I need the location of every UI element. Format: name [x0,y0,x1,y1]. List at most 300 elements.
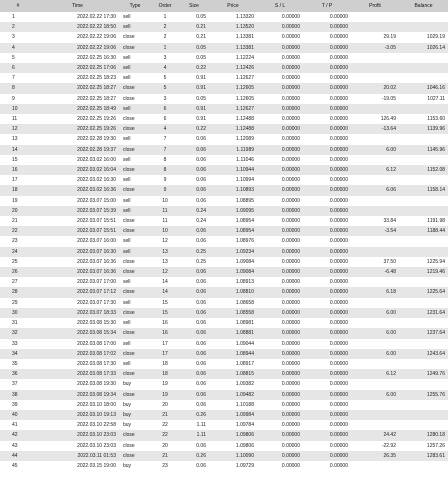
cell-profit [351,410,399,420]
cell-profit [351,196,399,206]
cell-time: 2022.02.25 17:06 [36,63,119,73]
table-row [0,339,448,349]
cell-type: close [119,216,151,226]
cell-price: 1.13381 [209,32,257,42]
cell-profit [351,339,399,349]
cell-time: 2022.02.28 19:30 [36,134,119,144]
cell-time: 2022.03.08 19:34 [36,390,119,400]
cell-sl: 0.00000 [257,236,303,246]
cell-num: 2 [0,22,36,32]
cell-balance [399,175,448,185]
cell-order: 19 [151,379,179,389]
cell-sl: 0.00000 [257,63,303,73]
cell-profit [351,318,399,328]
cell-tp: 0.00000 [303,349,351,359]
cell-sl: 0.00000 [257,216,303,226]
cell-sl: 0.00000 [257,379,303,389]
cell-profit: 6.00 [351,308,399,318]
cell-num: 5 [0,53,36,63]
cell-price: 1.11989 [209,145,257,155]
cell-profit: 26.35 [351,451,399,461]
cell-tp: 0.00000 [303,104,351,114]
cell-num: 45 [0,461,36,471]
cell-tp: 0.00000 [303,298,351,308]
cell-price: 1.08881 [209,328,257,338]
cell-type: sell [119,206,151,216]
cell-profit: -6.48 [351,267,399,277]
cell-type: close [119,185,151,195]
cell-tp: 0.00000 [303,94,351,104]
cell-tp: 0.00000 [303,369,351,379]
cell-size: 0.06 [179,196,209,206]
cell-order: 3 [151,94,179,104]
cell-type: buy [119,420,151,430]
cell-num: 19 [0,196,36,206]
cell-size: 0.22 [179,63,209,73]
header-row [0,0,448,12]
cell-price: 1.10188 [209,400,257,410]
cell-num: 39 [0,400,36,410]
cell-type: close [119,43,151,53]
cell-profit: 6.06 [351,185,399,195]
cell-type: close [119,94,151,104]
cell-time: 2022.03.07 15:51 [36,226,119,236]
cell-balance [399,410,448,420]
cell-tp: 0.00000 [303,73,351,83]
cell-price: 1.12605 [209,83,257,93]
cell-price: 1.09382 [209,379,257,389]
cell-price: 1.10994 [209,175,257,185]
cell-sl: 0.00000 [257,12,303,22]
cell-profit: -13.64 [351,124,399,134]
cell-balance: 1237.64 [399,328,448,338]
cell-sl: 0.00000 [257,318,303,328]
cell-type: close [119,349,151,359]
cell-order: 7 [151,134,179,144]
cell-tp: 0.00000 [303,430,351,440]
cell-balance: 1153.60 [399,114,448,124]
cell-num: 15 [0,155,36,165]
cell-profit [351,277,399,287]
cell-tp: 0.00000 [303,277,351,287]
column-header-type[interactable]: Type [119,0,151,12]
table-row [0,124,448,134]
cell-tp: 0.00000 [303,379,351,389]
cell-time: 2022.02.22 17:30 [36,12,119,22]
cell-sl: 0.00000 [257,104,303,114]
table-row [0,400,448,410]
cell-tp: 0.00000 [303,216,351,226]
column-header-sl[interactable]: S / L [257,0,303,12]
table-row [0,287,448,297]
cell-profit: 6.00 [351,349,399,359]
cell-sl: 0.00000 [257,328,303,338]
column-header-balance[interactable]: Balance [399,0,448,12]
table-row [0,328,448,338]
cell-size: 0.05 [179,12,209,22]
cell-balance: 1283.61 [399,451,448,461]
cell-order: 18 [151,369,179,379]
cell-num: 8 [0,83,36,93]
cell-type: sell [119,339,151,349]
cell-tp: 0.00000 [303,226,351,236]
cell-type: buy [119,400,151,410]
cell-tp: 0.00000 [303,63,351,73]
cell-type: sell [119,53,151,63]
cell-order: 20 [151,400,179,410]
cell-tp: 0.00000 [303,12,351,22]
cell-num: 18 [0,185,36,195]
cell-order: 17 [151,349,179,359]
cell-sl: 0.00000 [257,451,303,461]
cell-sl: 0.00000 [257,22,303,32]
column-header-num[interactable]: # [0,0,36,12]
cell-balance: 1152.08 [399,165,448,175]
table-body [0,12,448,471]
cell-type: close [119,308,151,318]
cell-balance [399,247,448,257]
cell-sl: 0.00000 [257,298,303,308]
cell-sl: 0.00000 [257,196,303,206]
cell-balance [399,12,448,22]
cell-balance [399,196,448,206]
column-header-size[interactable]: Size [179,0,209,12]
cell-size: 0.21 [179,22,209,32]
cell-num: 13 [0,134,36,144]
cell-size: 0.05 [179,53,209,63]
cell-tp: 0.00000 [303,134,351,144]
cell-order: 1 [151,43,179,53]
cell-time: 2022.03.08 15:30 [36,318,119,328]
table-row [0,226,448,236]
cell-num: 30 [0,308,36,318]
cell-size: 0.25 [179,257,209,267]
cell-price: 1.09729 [209,461,257,471]
cell-profit: 6.12 [351,165,399,175]
cell-sl: 0.00000 [257,134,303,144]
cell-profit: 24.42 [351,430,399,440]
cell-type: sell [119,155,151,165]
table-row [0,369,448,379]
cell-price: 1.12488 [209,124,257,134]
cell-profit: 29.19 [351,32,399,42]
table-row [0,114,448,124]
cell-type: close [119,83,151,93]
cell-order: 14 [151,277,179,287]
cell-order: 22 [151,430,179,440]
cell-num: 11 [0,114,36,124]
cell-balance [399,206,448,216]
cell-size: 0.21 [179,32,209,42]
cell-time: 2022.03.07 17:30 [36,298,119,308]
cell-price: 1.08954 [209,226,257,236]
cell-price: 1.08810 [209,287,257,297]
cell-type: close [119,124,151,134]
cell-price: 1.08976 [209,236,257,246]
cell-tp: 0.00000 [303,22,351,32]
cell-balance [399,236,448,246]
cell-profit [351,236,399,246]
cell-time: 2022.03.07 15:00 [36,196,119,206]
table-row [0,236,448,246]
cell-balance [399,420,448,430]
cell-tp: 0.00000 [303,318,351,328]
cell-num: 31 [0,318,36,328]
cell-order: 15 [151,298,179,308]
cell-profit: -3.54 [351,226,399,236]
cell-num: 35 [0,359,36,369]
cell-num: 29 [0,298,36,308]
table-row [0,185,448,195]
cell-sl: 0.00000 [257,206,303,216]
cell-balance: 1158.14 [399,185,448,195]
cell-balance: 1249.76 [399,369,448,379]
table-row [0,451,448,461]
cell-price: 1.09084 [209,257,257,267]
cell-order: 3 [151,53,179,63]
cell-tp: 0.00000 [303,267,351,277]
cell-tp: 0.00000 [303,185,351,195]
cell-order: 22 [151,420,179,430]
cell-num: 26 [0,267,36,277]
cell-profit [351,134,399,144]
cell-time: 2022.02.22 18:50 [36,22,119,32]
cell-type: sell [119,236,151,246]
cell-size: 0.06 [179,287,209,297]
cell-profit: -22.92 [351,441,399,451]
cell-price: 1.08895 [209,196,257,206]
cell-order: 19 [151,390,179,400]
cell-type: buy [119,410,151,420]
table-row [0,216,448,226]
cell-order: 13 [151,247,179,257]
cell-time: 2022.03.08 17:02 [36,349,119,359]
cell-profit [351,247,399,257]
cell-sl: 0.00000 [257,226,303,236]
cell-type: close [119,430,151,440]
cell-type: sell [119,104,151,114]
cell-type: sell [119,63,151,73]
cell-num: 37 [0,379,36,389]
cell-size: 0.06 [179,226,209,236]
table-row [0,298,448,308]
cell-num: 32 [0,328,36,338]
cell-num: 44 [0,451,36,461]
cell-size: 0.06 [179,318,209,328]
cell-balance: 1255.76 [399,390,448,400]
cell-type: buy [119,379,151,389]
cell-balance: 1139.96 [399,124,448,134]
cell-order: 18 [151,359,179,369]
cell-type: buy [119,461,151,471]
cell-sl: 0.00000 [257,257,303,267]
cell-time: 2022.03.02 16:36 [36,185,119,195]
cell-tp: 0.00000 [303,420,351,430]
cell-type: sell [119,134,151,144]
cell-balance: 1257.26 [399,441,448,451]
cell-price: 1.13320 [209,12,257,22]
cell-size: 0.06 [179,134,209,144]
cell-balance [399,461,448,471]
cell-order: 9 [151,175,179,185]
cell-size: 0.06 [179,298,209,308]
cell-tp: 0.00000 [303,410,351,420]
cell-price: 1.12089 [209,134,257,144]
cell-sl: 0.00000 [257,441,303,451]
cell-time: 2022.02.22 19:06 [36,32,119,42]
cell-time: 2022.03.10 22:58 [36,420,119,430]
table-row [0,175,448,185]
cell-balance: 1188.44 [399,226,448,236]
cell-type: sell [119,22,151,32]
cell-tp: 0.00000 [303,206,351,216]
cell-size: 0.05 [179,94,209,104]
table-row [0,43,448,53]
cell-price: 1.09806 [209,430,257,440]
cell-tp: 0.00000 [303,461,351,471]
table-row [0,359,448,369]
table-row [0,318,448,328]
cell-size: 0.06 [179,390,209,400]
cell-time: 2022.03.02 16:00 [36,155,119,165]
column-header-order[interactable]: Order [151,0,179,12]
cell-size: 0.06 [179,400,209,410]
cell-profit: -19.05 [351,94,399,104]
cell-tp: 0.00000 [303,328,351,338]
cell-tp: 0.00000 [303,196,351,206]
cell-type: close [119,32,151,42]
cell-balance: 1191.98 [399,216,448,226]
cell-tp: 0.00000 [303,43,351,53]
cell-size: 0.26 [179,451,209,461]
cell-balance [399,53,448,63]
cell-tp: 0.00000 [303,441,351,451]
cell-order: 11 [151,206,179,216]
table-row [0,308,448,318]
cell-order: 15 [151,308,179,318]
cell-tp: 0.00000 [303,32,351,42]
cell-sl: 0.00000 [257,277,303,287]
cell-profit: 6.00 [351,390,399,400]
cell-num: 6 [0,63,36,73]
cell-profit: 37.50 [351,257,399,267]
cell-time: 2022.02.25 18:27 [36,83,119,93]
cell-sl: 0.00000 [257,369,303,379]
table-row [0,196,448,206]
cell-tp: 0.00000 [303,257,351,267]
column-header-price[interactable]: Price [209,0,257,12]
cell-type: sell [119,247,151,257]
table-row [0,94,448,104]
column-header-tp[interactable]: T / P [303,0,351,12]
cell-profit [351,420,399,430]
cell-sl: 0.00000 [257,124,303,134]
cell-type: close [119,114,151,124]
cell-sl: 0.00000 [257,32,303,42]
cell-size: 0.91 [179,73,209,83]
cell-size: 0.06 [179,441,209,451]
cell-num: 34 [0,349,36,359]
cell-tp: 0.00000 [303,83,351,93]
cell-time: 2022.03.07 16:00 [36,236,119,246]
cell-size: 0.06 [179,185,209,195]
cell-time: 2022.03.07 15:39 [36,206,119,216]
cell-balance: 1145.96 [399,145,448,155]
table-row [0,379,448,389]
cell-num: 10 [0,104,36,114]
cell-num: 23 [0,236,36,246]
cell-order: 8 [151,165,179,175]
cell-price: 1.09784 [209,420,257,430]
cell-type: close [119,390,151,400]
table-row [0,145,448,155]
cell-order: 4 [151,124,179,134]
cell-profit: 6.12 [351,369,399,379]
cell-size: 0.06 [179,369,209,379]
cell-time: 2022.03.10 18:00 [36,400,119,410]
cell-type: close [119,145,151,155]
cell-type: sell [119,298,151,308]
cell-sl: 0.00000 [257,287,303,297]
table-row [0,247,448,257]
cell-sl: 0.00000 [257,430,303,440]
column-header-profit[interactable]: Profit [351,0,399,12]
cell-profit [351,379,399,389]
cell-time: 2022.03.07 16:30 [36,247,119,257]
cell-num: 38 [0,390,36,400]
cell-time: 2022.03.10 23:03 [36,441,119,451]
cell-sl: 0.00000 [257,247,303,257]
cell-tp: 0.00000 [303,287,351,297]
cell-balance [399,359,448,369]
cell-sl: 0.00000 [257,349,303,359]
column-header-time[interactable]: Time [36,0,119,12]
cell-price: 1.12627 [209,104,257,114]
cell-tp: 0.00000 [303,247,351,257]
cell-balance [399,277,448,287]
cell-price: 1.09234 [209,247,257,257]
cell-num: 24 [0,247,36,257]
cell-size: 0.06 [179,236,209,246]
cell-price: 1.09806 [209,441,257,451]
cell-type: sell [119,318,151,328]
cell-time: 2022.02.25 16:30 [36,53,119,63]
cell-profit [351,206,399,216]
table-row [0,165,448,175]
cell-time: 2022.03.08 17:33 [36,369,119,379]
cell-balance: 1243.64 [399,349,448,359]
cell-size: 0.06 [179,349,209,359]
cell-sl: 0.00000 [257,94,303,104]
cell-balance: 1280.18 [399,430,448,440]
cell-order: 4 [151,63,179,73]
cell-size: 0.06 [179,339,209,349]
cell-sl: 0.00000 [257,339,303,349]
cell-num: 42 [0,430,36,440]
cell-sl: 0.00000 [257,359,303,369]
cell-profit [351,298,399,308]
cell-time: 2022.03.10 23:03 [36,430,119,440]
cell-num: 7 [0,73,36,83]
cell-sl: 0.00000 [257,43,303,53]
cell-time: 2022.03.08 19:30 [36,379,119,389]
cell-balance [399,63,448,73]
cell-balance: 1225.64 [399,287,448,297]
cell-balance: 1026.14 [399,43,448,53]
cell-num: 28 [0,287,36,297]
cell-tp: 0.00000 [303,145,351,155]
cell-time: 2022.02.28 19:37 [36,145,119,155]
